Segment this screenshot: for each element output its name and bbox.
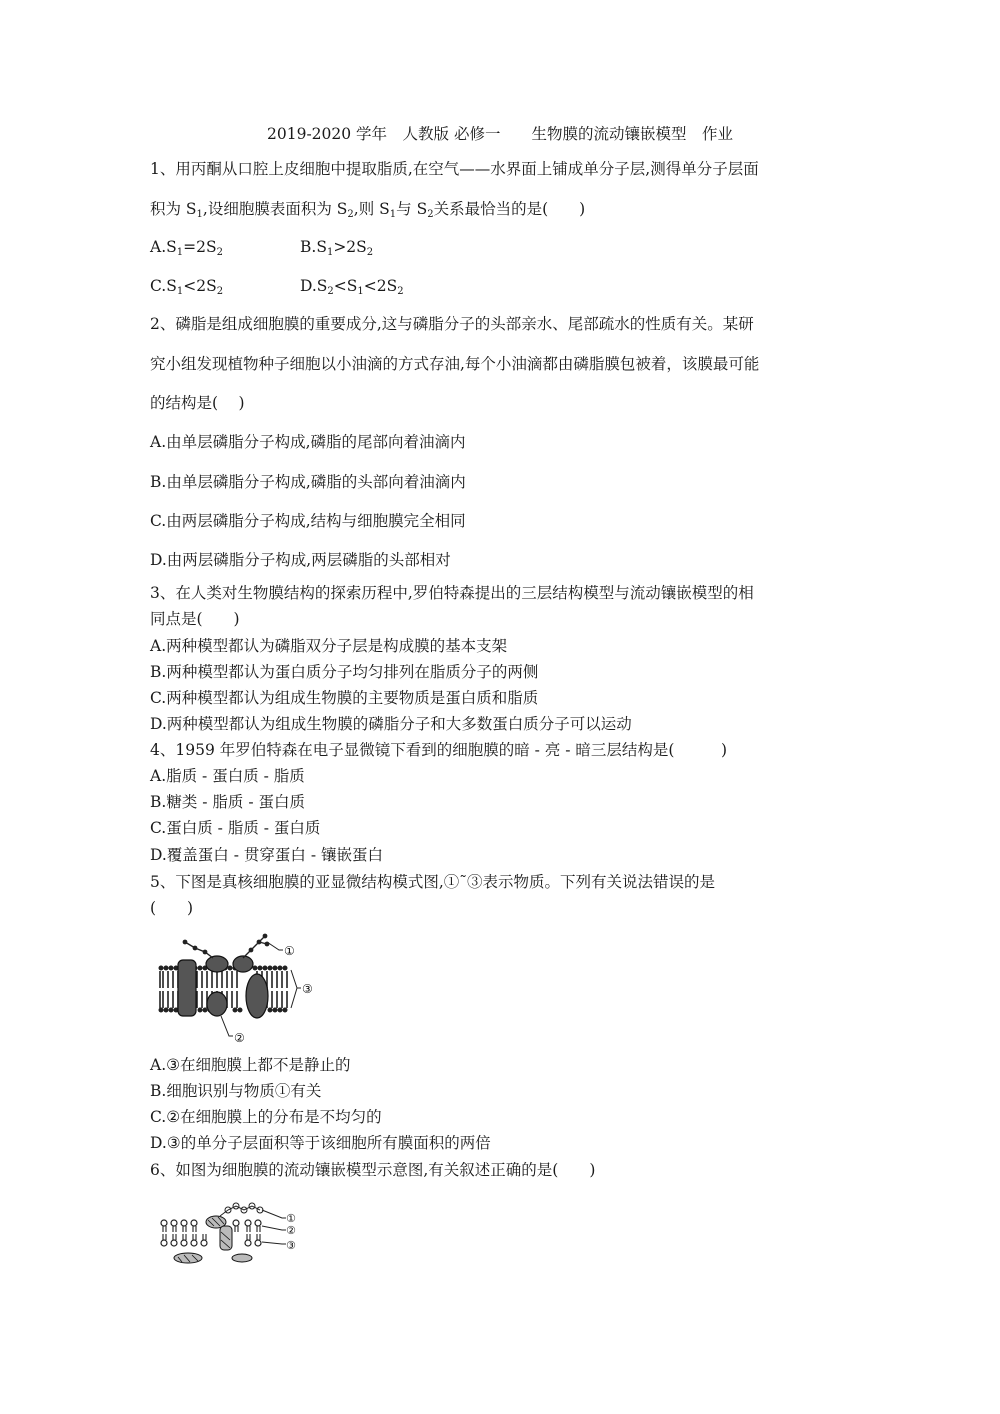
membrane-structure-figure-q5 xyxy=(155,930,330,1048)
q1-option-a: $A.S_1=2S_2$ xyxy=(150,238,223,258)
q2-stem-line3: 的结构是( ) xyxy=(150,394,245,412)
q5-option-a: A.③在细胞膜上都不是静止的 xyxy=(150,1056,351,1074)
q1-option-b: $B.S_1>2S_2$ xyxy=(300,238,374,258)
q1-option-c: $C.S_1<2S_2$ xyxy=(150,277,224,297)
q2-option-d: D.由两层磷脂分子构成,两层磷脂的头部相对 xyxy=(150,551,451,569)
q3-stem-line1: 3、在人类对生物膜结构的探索历程中,罗伯特森提出的三层结构模型与流动镶嵌模型的相 xyxy=(150,584,754,602)
q2-option-a: A.由单层磷脂分子构成,磷脂的尾部向着油滴内 xyxy=(150,433,466,451)
fluid-mosaic-figure-q6 xyxy=(158,1198,308,1268)
q3-option-d: D.两种模型都认为组成生物膜的磷脂分子和大多数蛋白质分子可以运动 xyxy=(150,715,632,733)
figure-label-3: ③ xyxy=(302,982,313,996)
q4-option-b: B.糖类 - 脂质 - 蛋白质 xyxy=(150,793,306,811)
q4-option-a: A.脂质 - 蛋白质 - 脂质 xyxy=(150,767,305,785)
q2-stem-line1: 2、磷脂是组成细胞膜的重要成分,这与磷脂分子的头部亲水、尾部疏水的性质有关。某研 xyxy=(150,315,754,333)
q5-stem-line1: 5、下图是真核细胞膜的亚显微结构模式图,①˜③表示物质。下列有关说法错误的是 xyxy=(150,873,716,891)
q4-stem: 4、1959 年罗伯特森在电子显微镜下看到的细胞膜的暗 - 亮 - 暗三层结构是( ) xyxy=(150,741,728,759)
page-title: 2019-2020 学年 人教版 必修一 生物膜的流动镶嵌模型 作业 xyxy=(267,125,733,143)
q2-option-c: C.由两层磷脂分子构成,结构与细胞膜完全相同 xyxy=(150,512,466,530)
figure-label-1: ① xyxy=(284,944,295,958)
figure-label-2: ② xyxy=(286,1224,296,1237)
q4-option-d: D.覆盖蛋白 - 贯穿蛋白 - 镶嵌蛋白 xyxy=(150,846,383,864)
figure-label-1: ① xyxy=(286,1212,296,1225)
q2-option-b: B.由单层磷脂分子构成,磷脂的头部向着油滴内 xyxy=(150,473,466,491)
figure-label-2: ② xyxy=(234,1031,245,1045)
q5-option-b: B.细胞识别与物质①有关 xyxy=(150,1082,322,1100)
q1-stem-line1: 1、用丙酮从口腔上皮细胞中提取脂质,在空气——水界面上铺成单分子层,测得单分子层面 xyxy=(150,160,759,178)
q4-option-c: C.蛋白质 - 脂质 - 蛋白质 xyxy=(150,819,321,837)
q5-option-c: C.②在细胞膜上的分布是不均匀的 xyxy=(150,1108,382,1126)
q3-option-b: B.两种模型都认为蛋白质分子均匀排列在脂质分子的两侧 xyxy=(150,663,539,681)
q1-option-d: $D.S_2<S_1<2S_2$ xyxy=(300,277,404,297)
q3-option-a: A.两种模型都认为磷脂双分子层是构成膜的基本支架 xyxy=(150,637,508,655)
q3-option-c: C.两种模型都认为组成生物膜的主要物质是蛋白质和脂质 xyxy=(150,689,539,707)
q3-stem-line2: 同点是( ) xyxy=(150,610,240,628)
q5-option-d: D.③的单分子层面积等于该细胞所有膜面积的两倍 xyxy=(150,1134,491,1152)
q1-stem-line2: 积为 $S_1$,设细胞膜表面积为 $S_2$,则 $S_1$与 $S_2$关系最恰当的是( ) xyxy=(150,200,586,220)
q5-stem-line2: ( ) xyxy=(150,899,194,917)
figure-label-3: ③ xyxy=(286,1239,296,1252)
q6-stem: 6、如图为细胞膜的流动镶嵌模型示意图,有关叙述正确的是( ) xyxy=(150,1161,596,1179)
q2-stem-line2: 究小组发现植物种子细胞以小油滴的方式存油,每个小油滴都由磷脂膜包被着，该膜最可能 xyxy=(150,355,760,373)
